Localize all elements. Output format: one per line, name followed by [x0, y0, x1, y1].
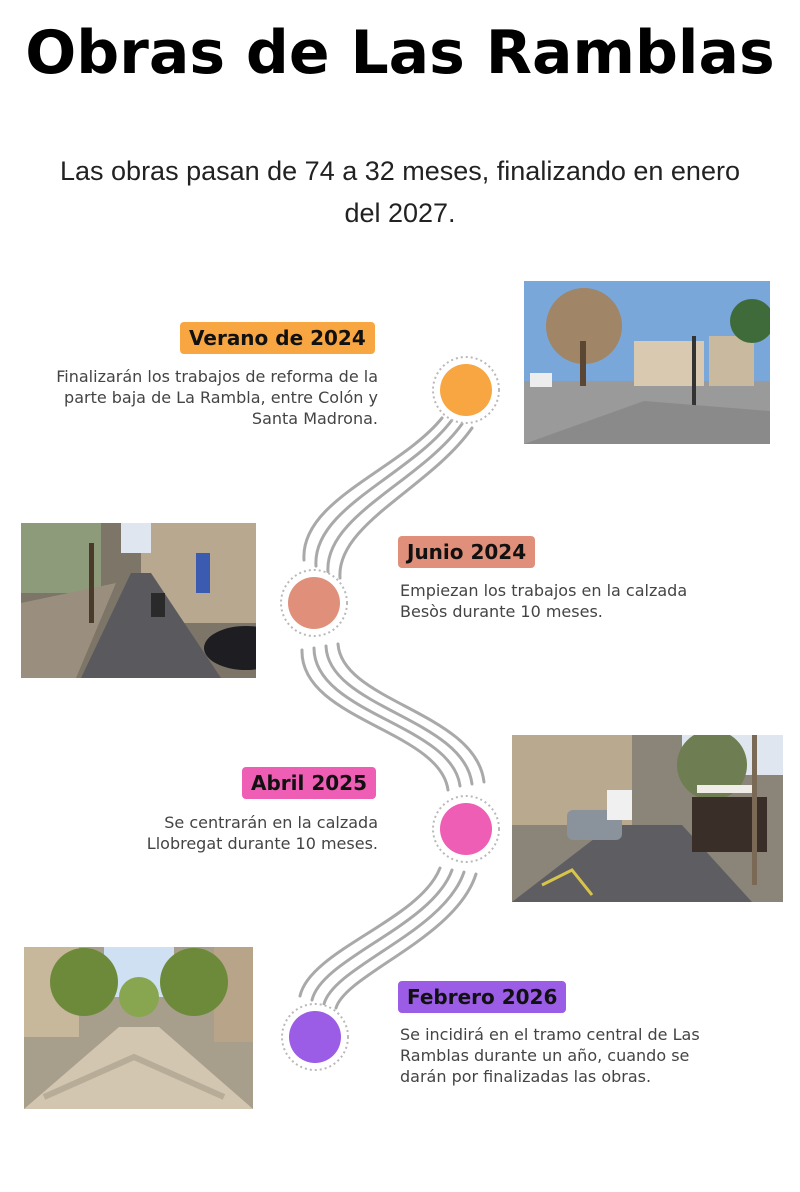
- road-lines: [300, 418, 484, 1008]
- step-text-febrero-2026: Se incidirá en el tramo central de Las Ramblas durante un año, cuando se darán por finalizadas las obras.: [400, 1025, 700, 1086]
- step-text-abril-2025: Se centrarán en la calzada Llobregat durante 10 meses.: [146, 813, 378, 853]
- photo-rambla-street: [21, 523, 256, 678]
- marker-verano-2024: [433, 357, 499, 423]
- marker-febrero-2026: [282, 1004, 348, 1070]
- marker-junio-2024: [281, 570, 347, 636]
- step-text-junio-2024: Empiezan los trabajos en la calzada Besòs durante 10 meses.: [400, 581, 688, 621]
- step-label-verano-2024: Verano de 2024: [180, 322, 375, 354]
- marker-dot: [440, 803, 492, 855]
- step-text-verano-2024: Finalizarán los trabajos de reforma de la parte baja de La Rambla, entre Colón y Santa Madrona.: [56, 367, 378, 428]
- photo-llobregat-lane: [512, 735, 783, 902]
- page-title: Obras de Las Ramblas: [25, 18, 775, 88]
- marker-abril-2025: [433, 796, 499, 862]
- step-label-junio-2024: Junio 2024: [398, 536, 535, 568]
- step-label-febrero-2026: Febrero 2026: [398, 981, 566, 1013]
- marker-dot: [288, 577, 340, 629]
- marker-dot: [289, 1011, 341, 1063]
- page-subtitle: Las obras pasan de 74 a 32 meses, finalizando en enero del 2027.: [60, 156, 740, 228]
- marker-dot: [440, 364, 492, 416]
- photo-rambla-central: [24, 947, 253, 1109]
- photo-colon-square: [524, 281, 770, 444]
- step-label-abril-2025: Abril 2025: [242, 767, 376, 799]
